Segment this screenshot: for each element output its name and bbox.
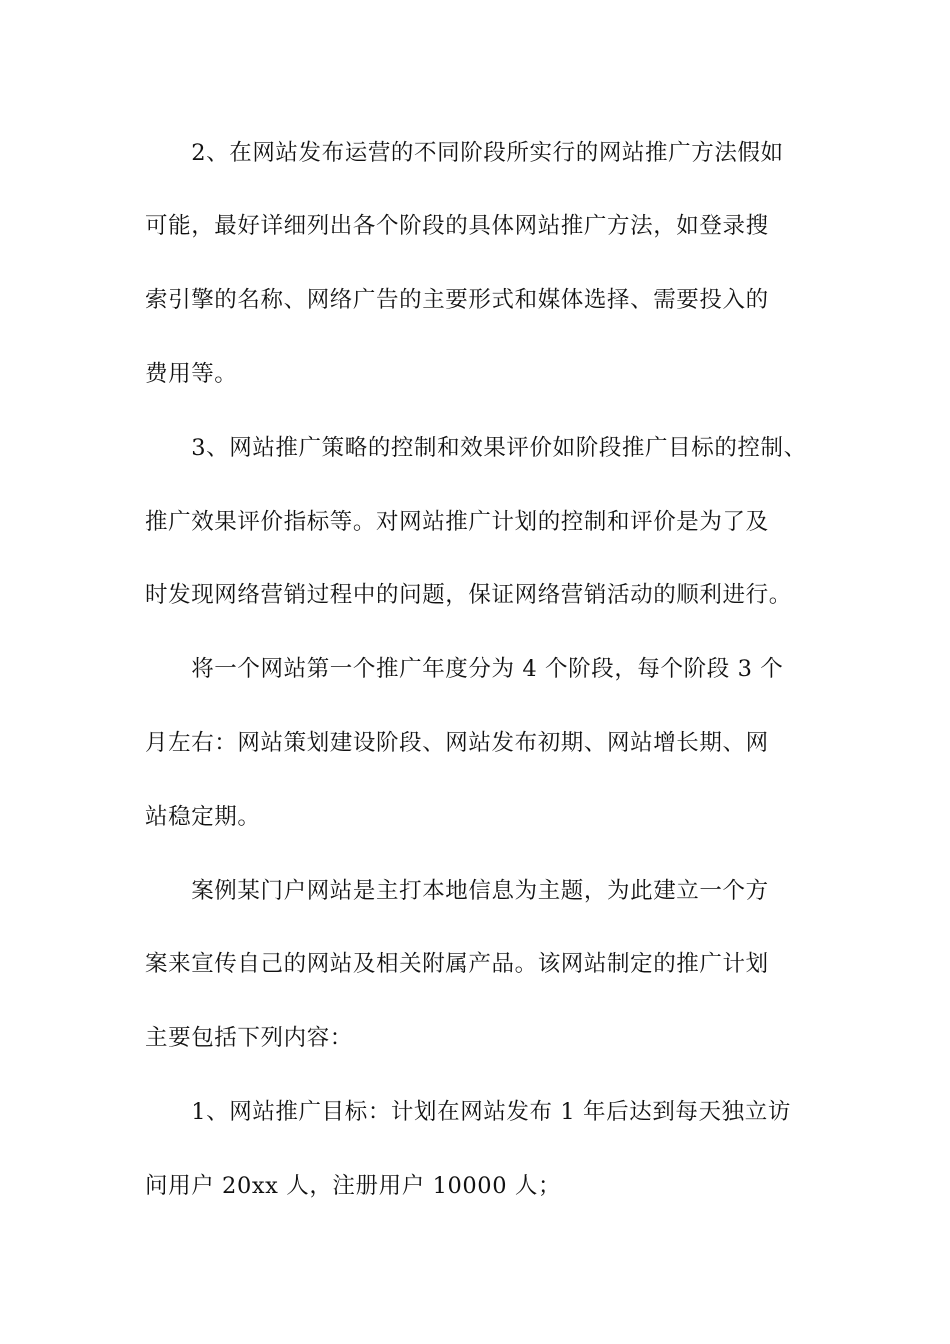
text-line: 问用户 20xx 人，注册用户 10000 人； <box>145 1173 562 1199</box>
text-line: 主要包括下列内容： <box>145 1025 353 1051</box>
text-line: 可能，最好详细列出各个阶段的具体网站推广方法，如登录搜 <box>145 213 769 239</box>
text-line: 案来宣传自己的网站及相关附属产品。该网站制定的推广计划 <box>145 951 769 977</box>
text-line: 时发现网络营销过程中的问题，保证网络营销活动的顺利进行。 <box>145 582 792 608</box>
text-line: 索引擎的名称、网络广告的主要形式和媒体选择、需要投入的 <box>145 287 769 313</box>
text-line: 3、网站推广策略的控制和效果评价如阶段推广目标的控制、 <box>145 435 807 461</box>
text-line: 1、网站推广目标：计划在网站发布 1 年后达到每天独立访 <box>145 1099 791 1125</box>
text-line: 推广效果评价指标等。对网站推广计划的控制和评价是为了及 <box>145 509 769 535</box>
text-line: 站稳定期。 <box>145 804 261 830</box>
text-line: 费用等。 <box>145 361 238 387</box>
text-line: 案例某门户网站是主打本地信息为主题，为此建立一个方 <box>145 878 769 904</box>
text-line: 月左右：网站策划建设阶段、网站发布初期、网站增长期、网 <box>145 730 769 756</box>
text-line: 将一个网站第一个推广年度分为 4 个阶段，每个阶段 3 个 <box>145 656 784 682</box>
text-line: 2、在网站发布运营的不同阶段所实行的网站推广方法假如 <box>145 140 784 166</box>
